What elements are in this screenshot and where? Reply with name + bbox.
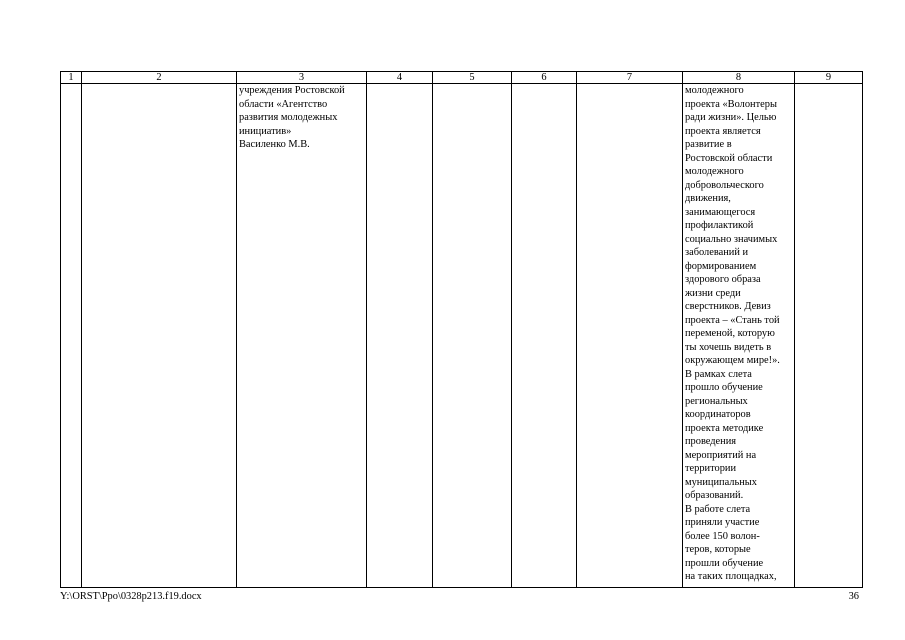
cell-text-line: прошло обучение — [685, 382, 763, 393]
footer-file-path: Y:\ORST\Ppo\0328p213.f19.docx — [60, 591, 202, 602]
column-header-4: 4 — [367, 72, 433, 84]
cell-text-line: региональных — [685, 395, 748, 407]
cell-col-5 — [433, 84, 512, 588]
table-header-row — [61, 72, 863, 84]
cell-text-line: области «Агентство — [239, 98, 328, 110]
cell-text-line: образований. — [685, 490, 744, 501]
cell-text-line: Ростовской области — [685, 152, 773, 164]
cell-text-line: социально значимых — [685, 233, 778, 245]
cell-col-2 — [82, 84, 237, 588]
cell-col-9 — [795, 84, 863, 588]
cell-text-line: заболеваний и — [685, 247, 749, 258]
cell-text-line: развития молодежных — [239, 112, 338, 123]
cell-text-line: развитие в — [685, 139, 732, 150]
column-header-3: 3 — [237, 72, 367, 84]
cell-text-line: занимающегося — [685, 206, 756, 218]
cell-col-8 — [683, 84, 795, 588]
cell-text-line: инициатив» — [239, 125, 292, 137]
column-header-2: 2 — [82, 72, 237, 84]
cell-col-1 — [61, 84, 82, 588]
cell-text-line: теров, которые — [685, 544, 751, 555]
cell-text-line: жизни среди — [685, 287, 741, 299]
cell-text-line: проекта является — [685, 125, 761, 137]
document-table — [60, 71, 863, 588]
cell-col-6 — [512, 84, 577, 588]
cell-text-line: добровольческого — [685, 179, 764, 191]
cell-text-line: В работе слета — [685, 503, 751, 515]
cell-col-7 — [577, 84, 683, 588]
cell-text-line: окружающем мире!». — [685, 355, 780, 366]
cell-text-line: проведения — [685, 436, 737, 447]
cell-text-line: проекта методике — [685, 422, 764, 434]
cell-text-line: сверстников. Девиз — [685, 301, 771, 312]
cell-text-line: мероприятий на — [685, 449, 757, 461]
cell-text-line: молодежного — [685, 166, 744, 177]
cell-text-line: проекта – «Стань той — [685, 314, 780, 326]
cell-text-line: прошли обучение — [685, 557, 764, 569]
cell-text-line: молодежного — [685, 85, 744, 96]
cell-text-line: территории — [685, 463, 737, 474]
column-header-9: 9 — [795, 72, 863, 84]
table-row — [61, 84, 863, 588]
cell-text-line: ты хочешь видеть в — [685, 341, 772, 353]
column-header-1: 1 — [61, 72, 82, 84]
cell-text-line: формированием — [685, 260, 757, 272]
footer-page-number: 36 — [848, 591, 859, 602]
cell-text-line: переменой, которую — [685, 328, 775, 339]
column-header-8: 8 — [683, 72, 795, 84]
cell-text-line: Василенко М.В. — [239, 139, 310, 150]
cell-text-line: учреждения Ростовской — [239, 85, 345, 96]
cell-text-line: приняли участие — [685, 517, 760, 528]
cell-text-line: более 150 волон- — [685, 530, 760, 542]
cell-text-line: В рамках слета — [685, 368, 752, 380]
column-header-5: 5 — [433, 72, 512, 84]
cell-text-line: координаторов — [685, 409, 751, 420]
cell-text-line: муниципальных — [685, 476, 757, 488]
cell-text-line: профилактикой — [685, 220, 754, 231]
cell-text-line: здорового образа — [685, 274, 761, 285]
cell-text-line: проекта «Волонтеры — [685, 98, 777, 110]
column-header-7: 7 — [577, 72, 683, 84]
cell-text-line: ради жизни». Целью — [685, 112, 777, 123]
column-header-6: 6 — [512, 72, 577, 84]
cell-text-line: на таких площадках, — [685, 571, 777, 582]
cell-col-3 — [237, 84, 367, 588]
cell-col-4 — [367, 84, 433, 588]
cell-text-line: движения, — [685, 193, 731, 204]
